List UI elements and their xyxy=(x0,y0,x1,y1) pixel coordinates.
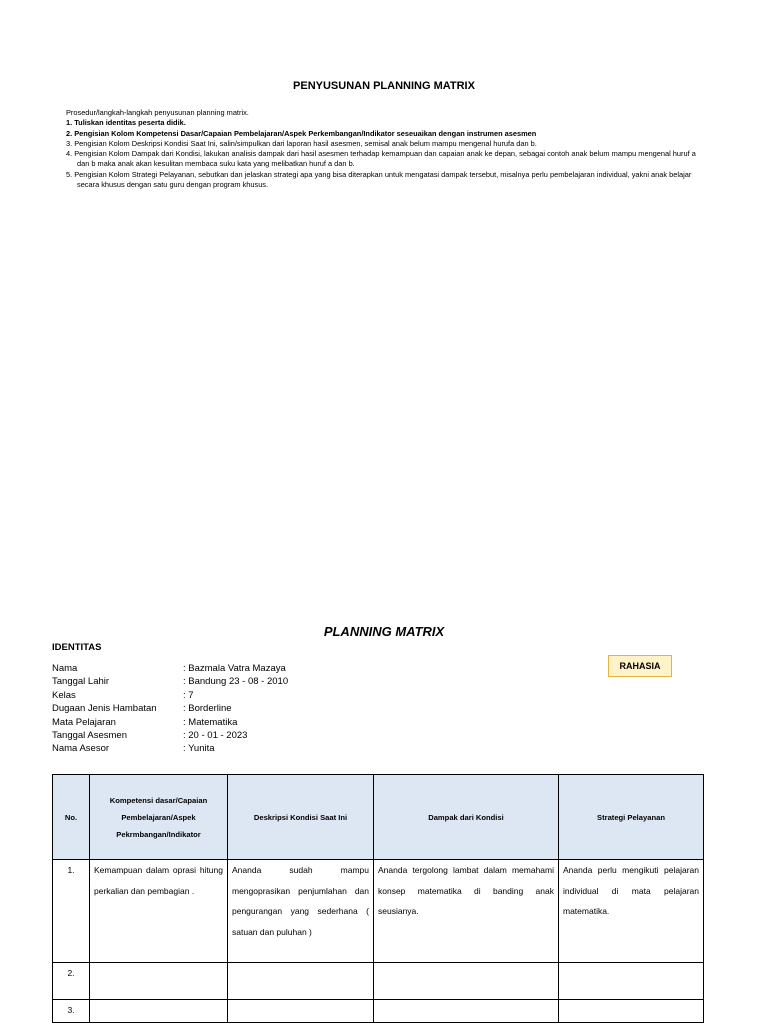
identity-value: : 7 xyxy=(183,689,194,701)
identity-value: : Matematika xyxy=(183,716,238,728)
identity-label: Nama xyxy=(52,663,78,674)
matrix-title: PLANNING MATRIX xyxy=(323,624,445,639)
identity-row xyxy=(52,662,288,675)
table-row xyxy=(53,860,704,963)
procedure-step: 4. Pengisian Kolom Dampak dari Kondisi, lakukan analisis dampak dari hasil asesmen terhadap kemampuan dan capaian anak ke depan, sebagai contoh anak belum mampu mengenal huruf a dan b maka anak akan kesulitan membaca suku kata yang melibatkan huruf a dan b. xyxy=(66,149,696,169)
procedure-step: 1. Tuliskan identitas peserta didik. xyxy=(66,118,186,128)
procedure-step: 5. Pengisian Kolom Strategi Pelayanan, sebutkan dan jelaskan strategi apa yang bisa diterapkan untuk mengatasi dampak tersebut, misalnya perlu pembelajaran individual, yakni anak belajar secara khusus dengan satu guru dengan program khusus. xyxy=(66,169,692,190)
cell-kompetensi: Kemampuan dalam oprasi hitung perkalian dan pembagian . xyxy=(90,860,228,963)
identity-row xyxy=(52,716,288,729)
procedure-step: 3. Pengisian Kolom Deskripsi Kondisi Saat Ini, salin/simpulkan dari laporan hasil asesmen, semisal anak belum mampu mengenal hurufa dan b. xyxy=(66,138,537,148)
cell-dampak xyxy=(374,963,559,1000)
identity-row xyxy=(52,689,288,702)
cell-kompetensi xyxy=(90,1000,228,1023)
identity-label: Nama Asesor xyxy=(52,743,110,755)
header-dampak: Dampak dari Kondisi xyxy=(374,775,559,860)
cell-deskripsi xyxy=(228,1000,374,1023)
planning-matrix-table xyxy=(52,774,704,1023)
cell-strategi: Ananda perlu mengikuti pelajaran individual di mata pelajaran matematika. xyxy=(559,860,704,963)
procedure-section xyxy=(66,108,706,190)
identity-label: Kelas xyxy=(52,689,76,701)
identity-value: : Borderline xyxy=(183,703,232,715)
cell-strategi xyxy=(559,963,704,1000)
confidential-badge: RAHASIA xyxy=(608,655,672,677)
identity-label: Mata Pelajaran xyxy=(52,716,116,728)
cell-strategi xyxy=(559,1000,704,1023)
cell-no: 1. xyxy=(53,860,90,963)
cell-deskripsi: Ananda sudah mampu mengoprasikan penjumlahan dan pengurangan yang sederhana ( satuan dan puluhan ) xyxy=(228,860,374,963)
header-no: No. xyxy=(53,775,90,860)
header-deskripsi: Deskripsi Kondisi Saat Ini xyxy=(228,775,374,860)
cell-no: 2. xyxy=(53,963,90,1000)
identity-value: : Yunita xyxy=(183,743,215,755)
identity-row xyxy=(52,702,288,715)
identity-label: Tanggal Asesmen xyxy=(52,730,127,742)
identitas-heading: IDENTITAS xyxy=(52,642,102,653)
identity-value: : Bazmala Vatra Mazaya xyxy=(183,663,286,674)
identity-value: : Bandung 23 - 08 - 2010 xyxy=(183,676,289,688)
cell-dampak xyxy=(374,1000,559,1023)
page-title: PENYUSUNAN PLANNING MATRIX xyxy=(293,80,475,92)
header-kompetensi: Kompetensi dasar/Capaian Pembelajaran/Aspek Pekrmbangan/Indikator xyxy=(90,775,228,860)
identity-row xyxy=(52,675,288,688)
cell-deskripsi xyxy=(228,963,374,1000)
procedure-step: 2. Pengisian Kolom Kompetensi Dasar/Capaian Pembelajaran/Aspek Perkembangan/Indikator seseuaikan dengan instrumen asesmen xyxy=(66,128,537,138)
identity-value: : 20 - 01 - 2023 xyxy=(183,730,248,742)
identity-row xyxy=(52,729,288,742)
cell-no: 3. xyxy=(53,1000,90,1023)
cell-kompetensi xyxy=(90,963,228,1000)
identity-list xyxy=(52,662,288,756)
table-header-row xyxy=(53,775,704,860)
identity-row xyxy=(52,742,288,755)
identity-label: Dugaan Jenis Hambatan xyxy=(52,703,157,715)
procedure-intro: Prosedur/langkah-langkah penyusunan planning matrix. xyxy=(66,108,249,117)
header-strategi: Strategi Pelayanan xyxy=(559,775,704,860)
cell-dampak: Ananda tergolong lambat dalam memahami konsep matematika di banding anak seusianya. xyxy=(374,860,559,963)
identity-label: Tanggal Lahir xyxy=(52,676,110,688)
table-row xyxy=(53,963,704,1000)
table-row xyxy=(53,1000,704,1023)
